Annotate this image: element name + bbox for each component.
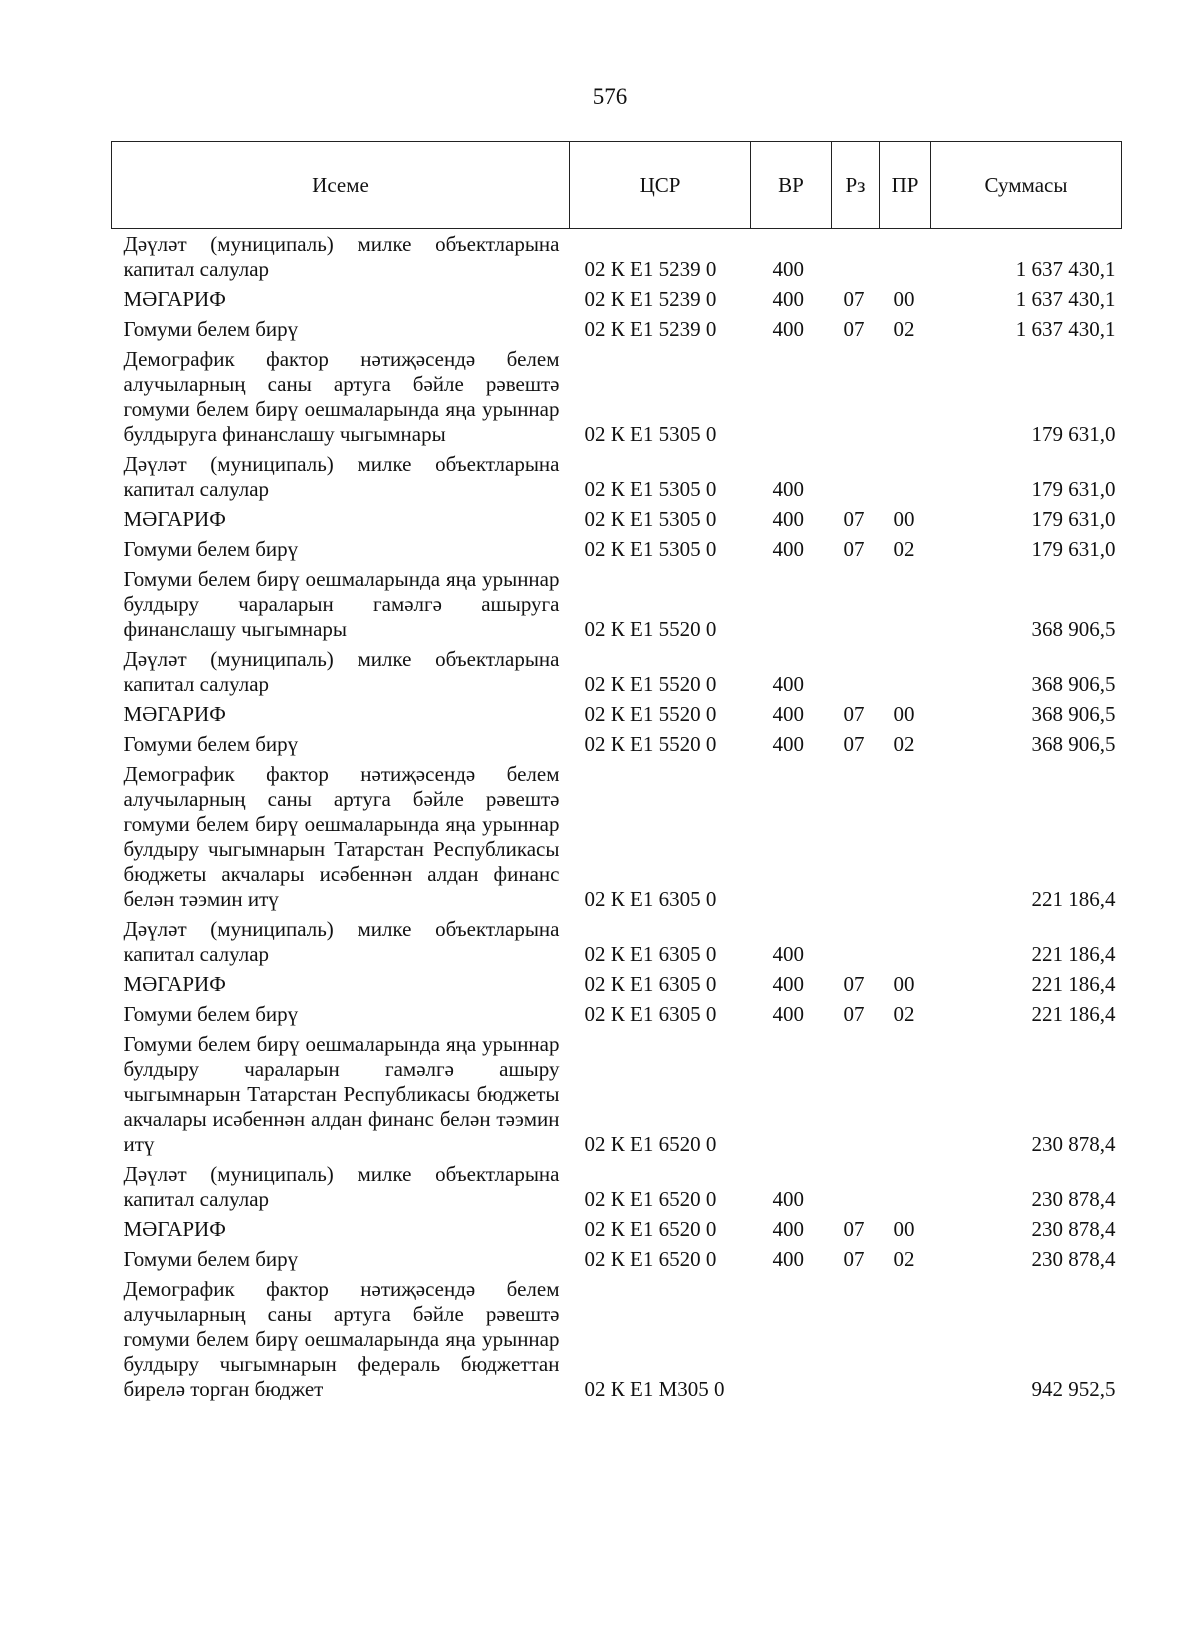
cell-csr: 02 К Е1 5305 0 [584,507,717,531]
cell-vr: 400 [772,1187,804,1211]
cell-pr: 00 [893,702,915,726]
cell-pr [880,447,931,502]
cell-sum: 1 637 430,1 [1015,317,1116,341]
cell-csr: 02 К Е1 5239 0 [584,317,717,341]
cell-sum: 368 906,5 [1031,702,1116,726]
cell-name: МӘГАРИФ [123,702,226,726]
cell-csr: 02 К Е1 6520 0 [584,1187,717,1211]
cell-vr [751,1272,832,1402]
cell-name: Гомуми белем бирү [123,732,299,756]
cell-rz: 07 [843,702,865,726]
table-header-row [112,142,1122,229]
cell-sum: 179 631,0 [1031,507,1116,531]
cell-name: Дәүләт (муниципаль) милке объектларына капитал салулар [123,1162,560,1211]
header-rz: Рз [832,142,880,229]
cell-vr: 400 [772,1217,804,1241]
cell-name: Демографик фактор нәтиҗәсендә белем алучыларның саны артуга бәйле рәвештә гомуми белем бирү оешмаларында яңа урыннар булдыру чыгымнарын федераль бюджеттан бирелә торган бюджет [123,1277,560,1401]
cell-sum: 230 878,4 [1031,1217,1116,1241]
cell-sum: 221 186,4 [1031,887,1116,911]
cell-pr: 02 [893,1002,915,1026]
cell-sum: 221 186,4 [1031,942,1116,966]
cell-csr: 02 К Е1 6520 0 [584,1217,717,1241]
cell-pr: 00 [893,507,915,531]
cell-pr [880,342,931,447]
cell-sum: 1 637 430,1 [1015,257,1116,281]
table-row [112,229,1122,283]
cell-rz: 07 [843,507,865,531]
cell-vr: 400 [772,257,804,281]
cell-pr [880,1157,931,1212]
cell-pr [880,642,931,697]
table-row [112,1157,1122,1212]
cell-rz [832,1157,880,1212]
table-row [112,447,1122,502]
cell-rz: 07 [843,537,865,561]
cell-name: МӘГАРИФ [123,287,226,311]
cell-sum: 179 631,0 [1031,422,1116,446]
cell-name: Гомуми белем бирү [123,1247,299,1271]
cell-vr [751,1027,832,1157]
cell-vr: 400 [772,942,804,966]
header-sum: Суммасы [931,142,1122,229]
cell-rz [832,229,880,283]
table-row [112,502,1122,532]
table-body [112,229,1122,1403]
cell-vr: 400 [772,317,804,341]
cell-rz [832,342,880,447]
table-row [112,342,1122,447]
cell-sum: 368 906,5 [1031,672,1116,696]
table-row [112,1272,1122,1402]
cell-name: Дәүләт (муниципаль) милке объектларына капитал салулар [123,232,560,281]
cell-vr: 400 [772,477,804,501]
cell-sum: 221 186,4 [1031,972,1116,996]
header-csr: ЦСР [570,142,751,229]
cell-rz [832,447,880,502]
cell-rz: 07 [843,1217,865,1241]
cell-sum: 368 906,5 [1031,617,1116,641]
table-row [112,1212,1122,1242]
table-row [112,642,1122,697]
cell-rz [832,1272,880,1402]
cell-pr: 00 [893,1217,915,1241]
table-row [112,967,1122,997]
cell-name: Гомуми белем бирү оешмаларында яңа урыннар булдыру чараларын гамәлгә ашыру чыгымнарын Татарстан Республикасы бюджеты акчалары исәбеннән алдан финанс белән тәэмин итү [123,1032,560,1156]
cell-sum: 230 878,4 [1031,1132,1116,1156]
cell-vr: 400 [772,732,804,756]
cell-rz [832,1027,880,1157]
cell-pr [880,562,931,642]
table-row [112,757,1122,912]
cell-csr: 02 К Е1 5305 0 [584,477,717,501]
cell-name: Дәүләт (муниципаль) милке объектларына капитал салулар [123,647,560,696]
cell-vr [751,562,832,642]
cell-name: Гомуми белем бирү [123,317,299,341]
cell-rz: 07 [843,1002,865,1026]
cell-pr [880,229,931,283]
cell-name: МӘГАРИФ [123,1217,226,1241]
cell-rz: 07 [843,287,865,311]
cell-name: Гомуми белем бирү [123,537,299,561]
cell-csr: 02 К Е1 5520 0 [584,702,717,726]
cell-rz: 07 [843,732,865,756]
cell-sum: 179 631,0 [1031,537,1116,561]
table-row [112,1027,1122,1157]
header-name: Исеме [112,142,570,229]
cell-pr: 02 [893,1247,915,1271]
cell-vr: 400 [772,972,804,996]
cell-sum: 230 878,4 [1031,1187,1116,1211]
cell-rz [832,642,880,697]
cell-pr [880,912,931,967]
cell-name: Демографик фактор нәтиҗәсендә белем алучыларның саны артуга бәйле рәвештә гомуми белем бирү оешмаларында яңа урыннар булдыру чыгымнарын Татарстан Республикасы бюджеты акчалары исәбеннән алдан финанс белән тәэмин итү [123,762,560,911]
cell-vr: 400 [772,1247,804,1271]
header-pr: ПР [880,142,931,229]
table-row [112,282,1122,312]
cell-csr: 02 К Е1 М305 0 [584,1377,725,1401]
cell-rz: 07 [843,1247,865,1271]
cell-pr: 02 [893,317,915,341]
table-row [112,562,1122,642]
cell-name: Гомуми белем бирү [123,1002,299,1026]
cell-vr: 400 [772,1002,804,1026]
cell-pr [880,757,931,912]
cell-csr: 02 К Е1 6305 0 [584,1002,717,1026]
cell-csr: 02 К Е1 5305 0 [584,422,717,446]
cell-rz [832,757,880,912]
cell-pr: 00 [893,287,915,311]
cell-vr: 400 [772,287,804,311]
cell-name: Дәүләт (муниципаль) милке объектларына капитал салулар [123,917,560,966]
cell-sum: 221 186,4 [1031,1002,1116,1026]
cell-vr [751,342,832,447]
budget-table [111,141,1122,1402]
page-number: 576 [592,84,628,109]
cell-csr: 02 К Е1 6520 0 [584,1132,717,1156]
table-row [112,697,1122,727]
cell-csr: 02 К Е1 5239 0 [584,287,717,311]
cell-csr: 02 К Е1 5520 0 [584,732,717,756]
header-vr: ВР [751,142,832,229]
cell-sum: 368 906,5 [1031,732,1116,756]
cell-csr: 02 К Е1 5239 0 [584,257,717,281]
cell-vr: 400 [772,507,804,531]
cell-name: Демографик фактор нәтиҗәсендә белем алучыларның саны артуга бәйле рәвештә гомуми белем бирү оешмаларында яңа урыннар булдыруга финанслашу чыгымнары [123,347,560,446]
cell-name: Гомуми белем бирү оешмаларында яңа урыннар булдыру чараларын гамәлгә ашыруга финанслашу чыгымнары [123,567,560,641]
cell-pr [880,1027,931,1157]
table-row [112,532,1122,562]
cell-pr: 00 [893,972,915,996]
table-row [112,312,1122,342]
cell-rz: 07 [843,972,865,996]
cell-rz: 07 [843,317,865,341]
cell-rz [832,912,880,967]
cell-csr: 02 К Е1 5520 0 [584,672,717,696]
cell-vr [751,757,832,912]
cell-pr: 02 [893,537,915,561]
cell-csr: 02 К Е1 6305 0 [584,942,717,966]
table-row [112,997,1122,1027]
cell-name: МӘГАРИФ [123,507,226,531]
table-row [112,727,1122,757]
cell-vr: 400 [772,702,804,726]
cell-sum: 942 952,5 [1031,1377,1116,1401]
cell-name: Дәүләт (муниципаль) милке объектларына капитал салулар [123,452,560,501]
cell-sum: 1 637 430,1 [1015,287,1116,311]
cell-csr: 02 К Е1 6305 0 [584,887,717,911]
cell-pr [880,1272,931,1402]
cell-csr: 02 К Е1 5305 0 [584,537,717,561]
cell-vr: 400 [772,672,804,696]
cell-sum: 179 631,0 [1031,477,1116,501]
cell-rz [832,562,880,642]
cell-sum: 230 878,4 [1031,1247,1116,1271]
cell-csr: 02 К Е1 5520 0 [584,617,717,641]
cell-vr: 400 [772,537,804,561]
table-row [112,912,1122,967]
cell-csr: 02 К Е1 6305 0 [584,972,717,996]
cell-name: МӘГАРИФ [123,972,226,996]
cell-pr: 02 [893,732,915,756]
cell-csr: 02 К Е1 6520 0 [584,1247,717,1271]
table-row [112,1242,1122,1272]
